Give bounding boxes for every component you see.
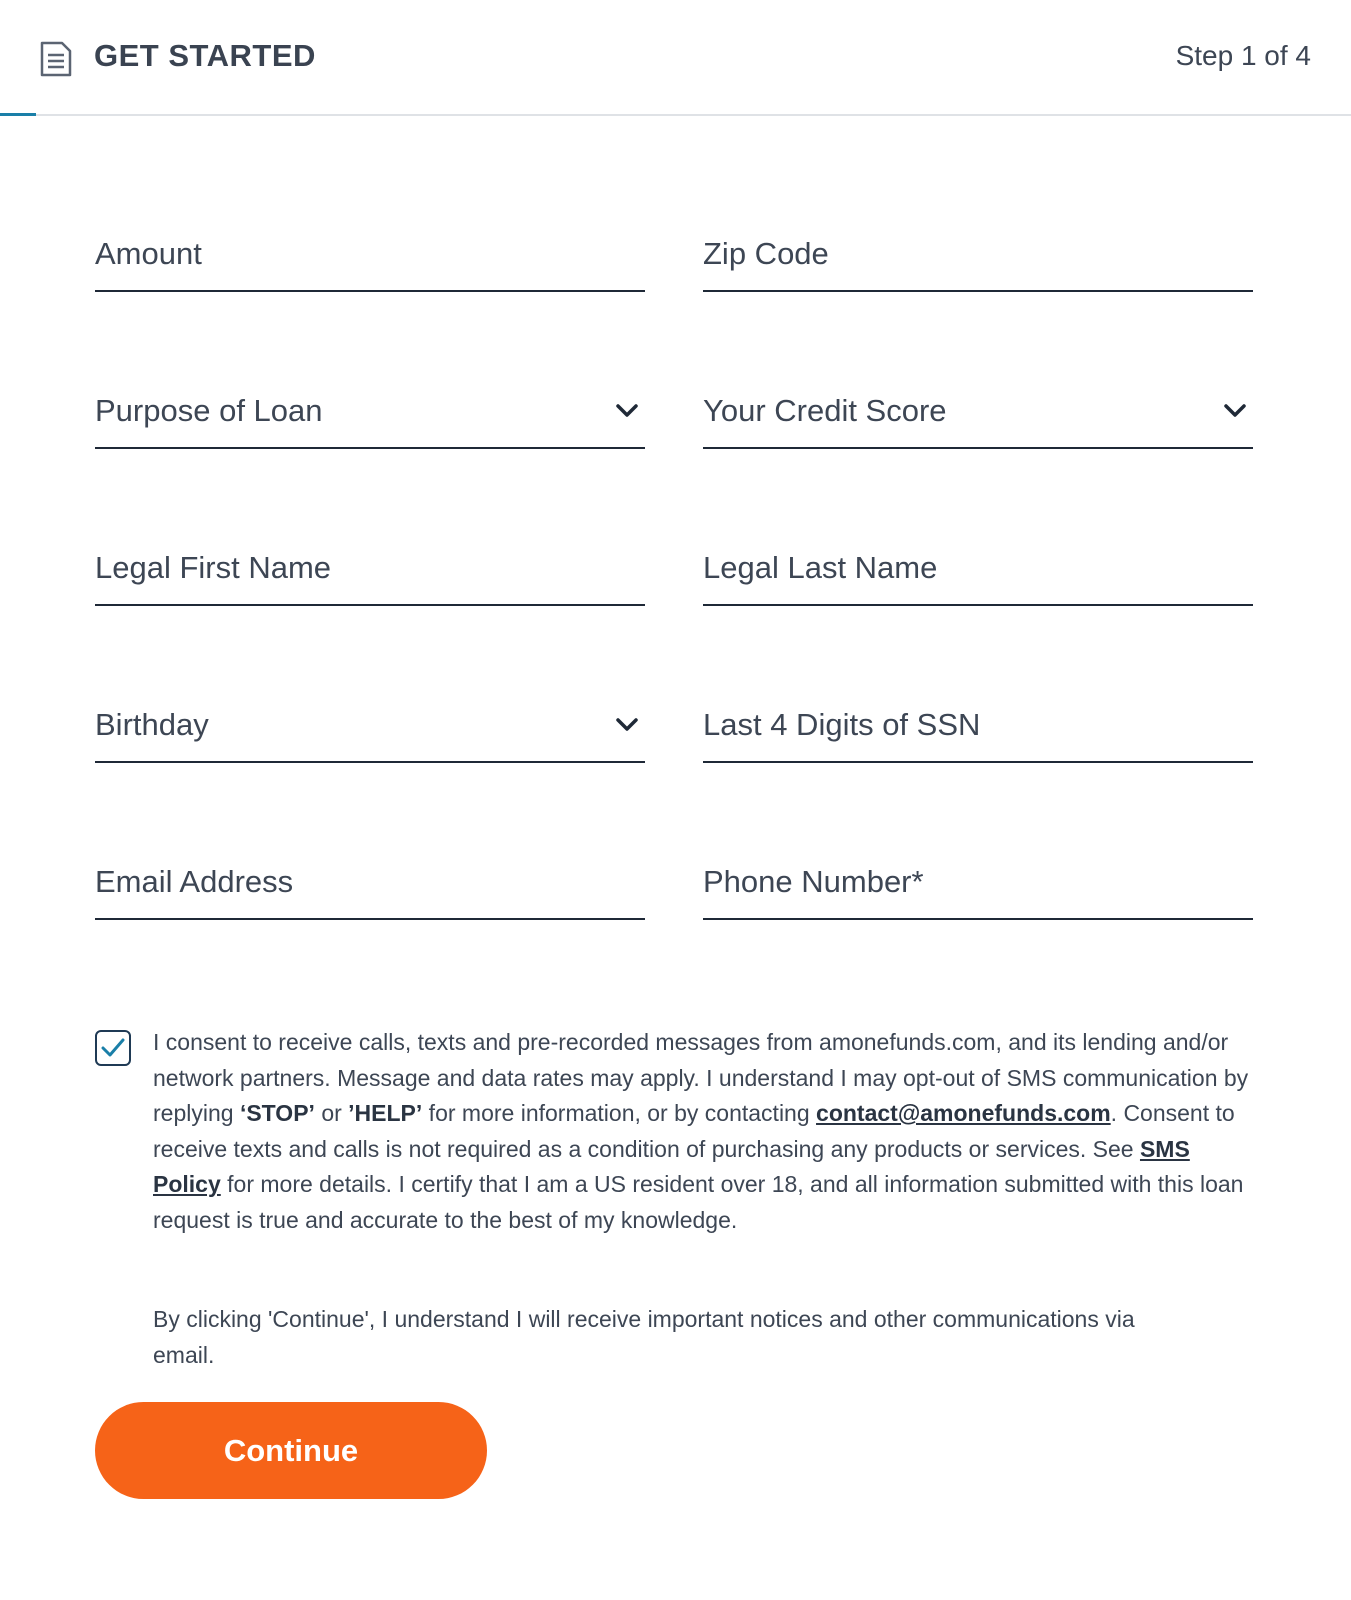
amount-input[interactable] xyxy=(95,232,595,276)
step-indicator: Step 1 of 4 xyxy=(1175,40,1311,71)
phone-input[interactable] xyxy=(703,860,1203,904)
last-name-field xyxy=(703,536,1253,606)
first-name-field xyxy=(95,536,645,606)
consent-text-part: or xyxy=(314,1100,349,1126)
consent-text-part: for more information, or by contacting xyxy=(422,1100,817,1126)
purpose-of-loan-label: Purpose of Loan xyxy=(95,393,323,428)
email-input[interactable] xyxy=(95,860,595,904)
email-notice-text: By clicking 'Continue', I understand I will receive important notices and other communications via email. xyxy=(153,1306,1135,1368)
help-keyword: ’HELP’ xyxy=(348,1100,423,1126)
credit-score-select[interactable] xyxy=(703,379,1253,449)
checkmark-icon xyxy=(101,1037,125,1059)
ssn-input[interactable] xyxy=(703,703,1203,747)
purpose-of-loan-select[interactable] xyxy=(95,379,645,449)
page-title: GET STARTED xyxy=(94,38,316,73)
progress-bar xyxy=(0,113,36,116)
document-icon xyxy=(40,41,72,77)
stop-keyword: ‘STOP’ xyxy=(239,1100,315,1126)
chevron-down-icon xyxy=(615,717,639,733)
first-name-input[interactable] xyxy=(95,546,595,590)
consent-text-part: I consent to receive calls, texts and pre-recorded messages from amonefunds.com, and its lending and/or network partners. Message and data rates may apply. I understand I may opt-out of SMS communication by replying xyxy=(153,1029,1249,1126)
zip-code-input[interactable] xyxy=(703,232,1203,276)
amount-field xyxy=(95,222,645,292)
last-name-input[interactable] xyxy=(703,546,1203,590)
chevron-down-icon xyxy=(1223,403,1247,419)
ssn-field xyxy=(703,693,1253,763)
birthday-label: Birthday xyxy=(95,707,209,742)
credit-score-label: Your Credit Score xyxy=(703,393,947,428)
zip-code-field xyxy=(703,222,1253,292)
continue-button[interactable]: Continue xyxy=(95,1402,487,1499)
phone-field xyxy=(703,850,1253,920)
contact-email-link[interactable]: contact@amonefunds.com xyxy=(816,1100,1111,1126)
consent-checkbox[interactable] xyxy=(95,1030,131,1066)
email-field xyxy=(95,850,645,920)
header xyxy=(0,0,1351,116)
chevron-down-icon xyxy=(615,403,639,419)
consent-text-part: . Consent to receive texts and calls is not required as a condition of purchasing any products or services. See xyxy=(153,1100,1235,1162)
sms-policy-link[interactable]: SMS Policy xyxy=(153,1135,1190,1197)
consent-text xyxy=(153,1025,1253,1238)
birthday-select[interactable] xyxy=(95,693,645,763)
consent-text-part: for more details. I certify that I am a US resident over 18, and all information submitted with this loan request is true and accurate to the best of my knowledge. xyxy=(153,1171,1244,1233)
